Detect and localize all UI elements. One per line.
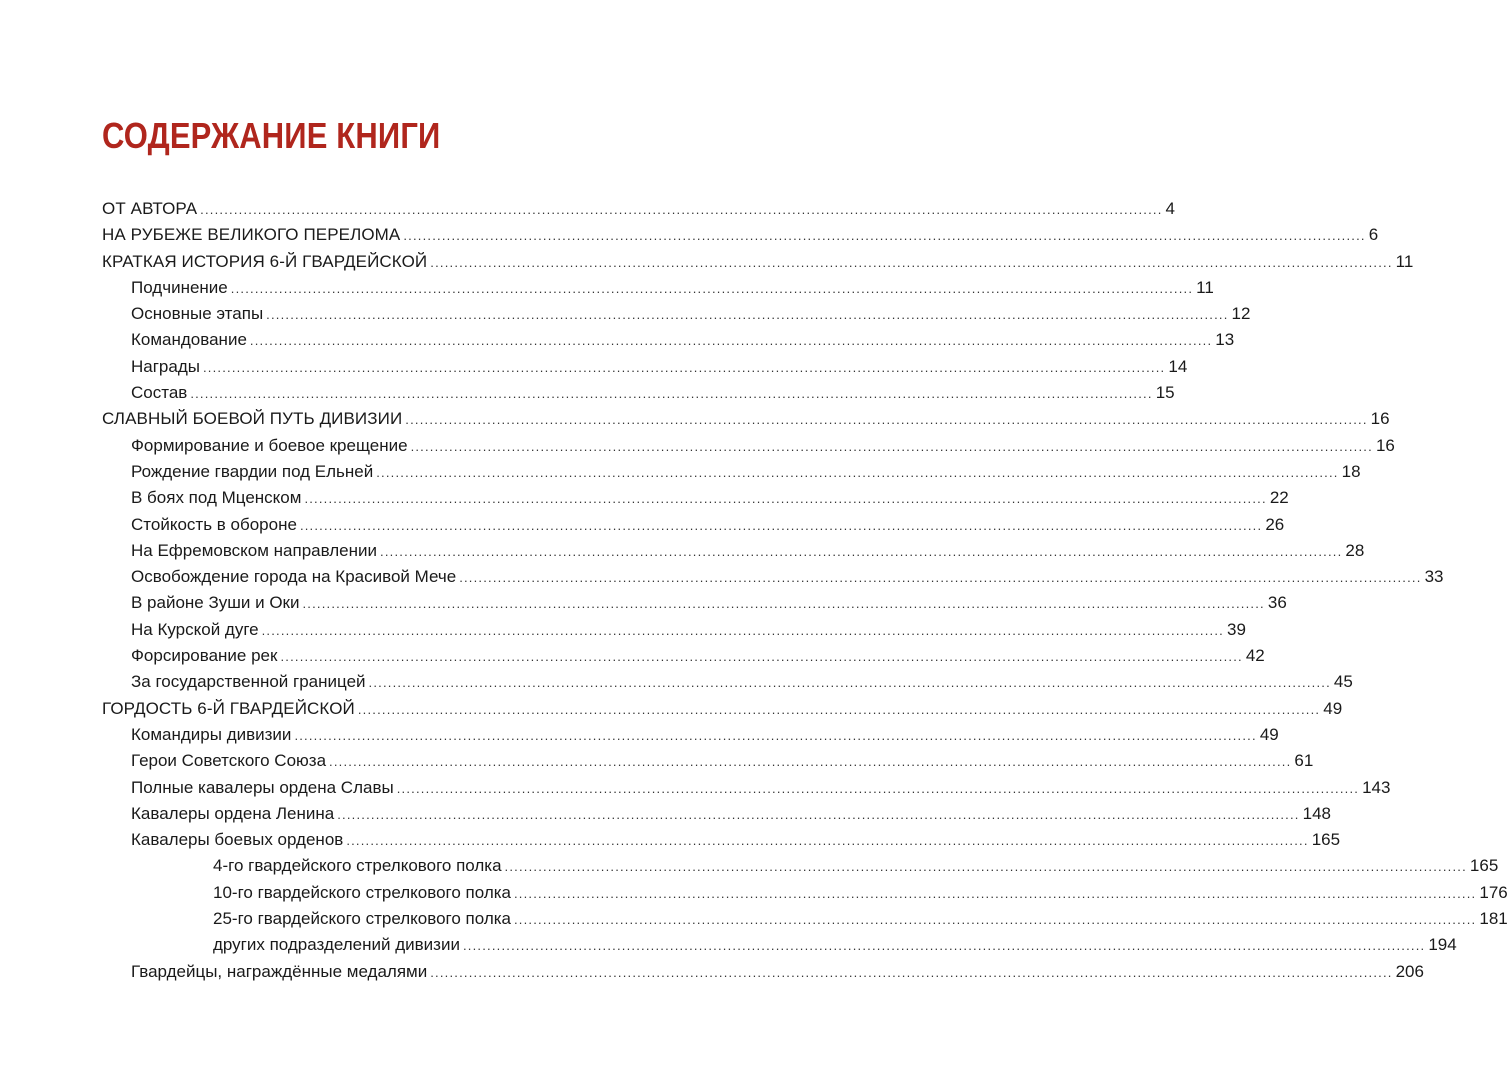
toc-dot-leader: ........................................................................................................................................................................................................: [405, 412, 1368, 428]
toc-entry[interactable]: [102, 932, 1457, 958]
toc-dot-leader: ........................................................................................................................................................................................................: [200, 202, 1163, 217]
toc-entry-page-number: 49: [1323, 698, 1343, 718]
toc-entry-title: Герои Советского Союза: [131, 751, 327, 771]
toc-dot-leader: ........................................................................................................................................................................................................: [190, 386, 1153, 402]
toc-entry-page-number: 14: [1168, 356, 1188, 376]
page-title: СОДЕРЖАНИЕ КНИГИ: [102, 115, 441, 156]
toc-entry-title: 10-го гвардейского стрелкового полка: [213, 882, 511, 902]
toc-entry[interactable]: [102, 249, 1414, 275]
toc-dot-leader: ........................................................................................................................................................................................................: [294, 727, 1257, 743]
toc-entry[interactable]: [102, 722, 1279, 748]
toc-dot-leader: ........................................................................................................................................................................................................: [202, 359, 1166, 375]
toc-dot-leader: ........................................................................................................................................................................................................: [462, 938, 1426, 954]
toc-entry[interactable]: [102, 380, 1175, 406]
table-of-contents: [102, 196, 1508, 985]
toc-entry-page-number: 13: [1215, 330, 1235, 350]
toc-entry-page-number: 45: [1333, 672, 1353, 692]
toc-dot-leader: ........................................................................................................................................................................................................: [396, 780, 1360, 796]
toc-entry-page-number: 165: [1311, 830, 1341, 850]
toc-entry[interactable]: [102, 459, 1361, 485]
toc-dot-leader: ........................................................................................................................................................................................................: [514, 912, 1477, 928]
toc-dot-leader: ........................................................................................................................................................................................................: [504, 859, 1467, 875]
toc-entry[interactable]: [102, 880, 1508, 906]
toc-entry[interactable]: [102, 433, 1395, 459]
toc-entry[interactable]: [102, 853, 1499, 879]
toc-entry-page-number: 39: [1227, 619, 1246, 639]
toc-dot-leader: ........................................................................................................................................................................................................: [230, 280, 1194, 296]
toc-entry-page-number: 18: [1341, 461, 1361, 481]
toc-dot-leader: ........................................................................................................................................................................................................: [514, 885, 1477, 901]
toc-entry-title: Освобождение города на Красивой Мече: [131, 567, 457, 587]
toc-dot-leader: ........................................................................................................................................................................................................: [430, 254, 1393, 270]
toc-entry-title: В боях под Мценском: [131, 488, 302, 508]
toc-entry-title: ОТ АВТОРА: [102, 199, 198, 218]
toc-entry-title: Форсирование рек: [131, 646, 278, 666]
toc-entry-title: ГОРДОСТЬ 6-Й ГВАРДЕЙСКОЙ: [102, 698, 355, 718]
toc-entry-title: Стойкость в обороне: [131, 514, 297, 534]
toc-entry-page-number: 148: [1302, 803, 1331, 823]
toc-entry-title: Основные этапы: [131, 304, 264, 324]
toc-entry-page-number: 16: [1370, 409, 1390, 429]
toc-entry-title: КРАТКАЯ ИСТОРИЯ 6-Й ГВАРДЕЙСКОЙ: [102, 251, 428, 271]
toc-entry-page-number: 143: [1362, 777, 1391, 797]
toc-entry[interactable]: [102, 643, 1265, 669]
toc-entry-title: Рождение гвардии под Ельней: [131, 461, 374, 481]
toc-dot-leader: ........................................................................................................................................................................................................: [459, 570, 1422, 586]
toc-entry-title: НА РУБЕЖЕ ВЕЛИКОГО ПЕРЕЛОМА: [102, 225, 401, 245]
toc-entry[interactable]: [102, 485, 1289, 511]
toc-dot-leader: ........................................................................................................................................................................................................: [376, 464, 1339, 480]
toc-dot-leader: ........................................................................................................................................................................................................: [304, 491, 1267, 507]
toc-dot-leader: ........................................................................................................................................................................................................: [299, 517, 1263, 533]
toc-dot-leader: ........................................................................................................................................................................................................: [430, 964, 1393, 980]
toc-entry-title: СЛАВНЫЙ БОЕВОЙ ПУТЬ ДИВИЗИИ: [102, 409, 403, 429]
toc-entry[interactable]: [102, 564, 1444, 590]
toc-dot-leader: ........................................................................................................................................................................................................: [280, 649, 1243, 665]
toc-entry-page-number: 61: [1294, 751, 1314, 771]
toc-dot-leader: ........................................................................................................................................................................................................: [357, 701, 1321, 717]
toc-dot-leader: ........................................................................................................................................................................................................: [249, 333, 1213, 349]
toc-entry-page-number: 6: [1368, 225, 1379, 245]
toc-entry[interactable]: [102, 301, 1251, 327]
toc-entry[interactable]: [102, 275, 1214, 301]
toc-entry-page-number: 15: [1155, 383, 1175, 403]
toc-entry[interactable]: [102, 748, 1314, 774]
toc-entry[interactable]: [102, 327, 1235, 353]
toc-entry-page-number: 36: [1267, 593, 1287, 613]
toc-entry-title: Полные кавалеры ордена Славы: [131, 777, 394, 797]
toc-entry-page-number: 26: [1265, 514, 1285, 534]
toc-dot-leader: ........................................................................................................................................................................................................: [266, 307, 1229, 323]
toc-entry-title: На Ефремовском направлении: [131, 540, 378, 560]
toc-entry-title: других подразделений дивизии: [213, 935, 460, 955]
toc-entry-page-number: 165: [1469, 856, 1499, 876]
toc-entry-title: Состав: [131, 383, 188, 403]
toc-entry-title: Награды: [131, 356, 200, 376]
toc-entry-page-number: 11: [1196, 277, 1214, 297]
toc-entry[interactable]: [102, 196, 1175, 222]
toc-entry[interactable]: [102, 959, 1424, 985]
toc-entry-page-number: 4: [1165, 199, 1175, 218]
toc-dot-leader: ........................................................................................................................................................................................................: [368, 675, 1331, 691]
toc-entry-title: Подчинение: [131, 277, 228, 297]
toc-entry[interactable]: [102, 827, 1341, 853]
toc-entry-title: Командование: [131, 330, 247, 350]
toc-entry[interactable]: [102, 354, 1188, 380]
toc-entry-page-number: 12: [1231, 304, 1251, 324]
toc-dot-leader: ........................................................................................................................................................................................................: [337, 806, 1300, 822]
toc-entry-page-number: 16: [1375, 435, 1395, 455]
toc-entry[interactable]: [102, 222, 1379, 248]
toc-entry-title: Командиры дивизии: [131, 724, 292, 744]
toc-entry[interactable]: [102, 617, 1246, 643]
toc-entry-page-number: 181: [1479, 909, 1508, 929]
toc-entry[interactable]: [102, 801, 1331, 827]
toc-entry-title: В районе Зуши и Оки: [131, 593, 300, 613]
toc-entry-page-number: 49: [1259, 724, 1279, 744]
toc-dot-leader: ........................................................................................................................................................................................................: [410, 438, 1373, 454]
toc-entry[interactable]: [102, 406, 1390, 432]
toc-entry-page-number: 33: [1424, 567, 1444, 587]
toc-entry-page-number: 176: [1479, 882, 1508, 902]
toc-entry[interactable]: [102, 512, 1285, 538]
toc-entry[interactable]: [102, 669, 1353, 695]
toc-entry-title: На Курской дуге: [131, 619, 259, 639]
toc-entry-title: За государственной границей: [131, 672, 366, 692]
toc-entry-title: 25-го гвардейского стрелкового полка: [213, 909, 511, 929]
toc-entry[interactable]: [102, 775, 1391, 801]
toc-entry-page-number: 11: [1395, 251, 1414, 271]
toc-entry-title: Гвардейцы, награждённые медалями: [131, 961, 428, 981]
toc-entry-title: Формирование и боевое крещение: [131, 435, 408, 455]
toc-dot-leader: ........................................................................................................................................................................................................: [302, 596, 1265, 612]
toc-entry-page-number: 22: [1269, 488, 1289, 508]
toc-dot-leader: ........................................................................................................................................................................................................: [329, 754, 1292, 770]
toc-entry[interactable]: [102, 906, 1508, 932]
toc-dot-leader: ........................................................................................................................................................................................................: [403, 228, 1366, 244]
toc-entry-page-number: 28: [1345, 540, 1365, 560]
toc-dot-leader: ........................................................................................................................................................................................................: [380, 543, 1343, 559]
toc-entry-page-number: 42: [1245, 646, 1265, 666]
toc-entry-page-number: 206: [1395, 961, 1424, 981]
toc-entry[interactable]: [102, 538, 1365, 564]
toc-entry[interactable]: [102, 590, 1287, 616]
toc-entry-title: Кавалеры ордена Ленина: [131, 803, 335, 823]
toc-entry[interactable]: [102, 696, 1343, 722]
toc-dot-leader: ........................................................................................................................................................................................................: [261, 622, 1224, 638]
toc-entry-title: Кавалеры боевых орденов: [131, 830, 344, 850]
toc-dot-leader: ........................................................................................................................................................................................................: [346, 833, 1309, 849]
toc-entry-title: 4-го гвардейского стрелкового полка: [213, 856, 502, 876]
toc-entry-page-number: 194: [1428, 935, 1457, 955]
